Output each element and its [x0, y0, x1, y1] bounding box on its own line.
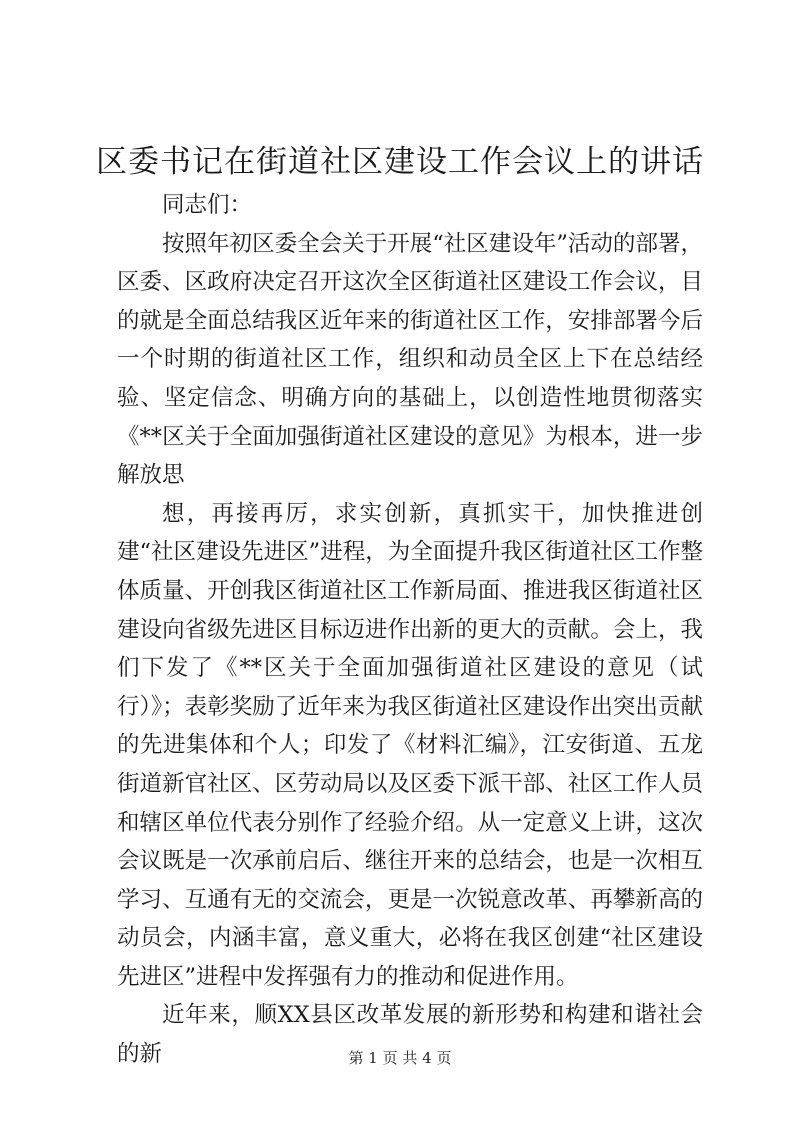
salutation-paragraph: 同志们： [162, 192, 253, 218]
body-paragraph-1: 按照年初区委全会关于开展“社区建设年”活动的部署，区委、区政府决定召开这次全区街道社区建设工作会议，目的就是全面总结我区近年来的街道社区工作，安排部署今后一个时期的街道社区工作，组织和动员全区上下在总结经验、坚定信念、明确方向的基础上，以创造性地贯彻落实《**区关于全面加强街道社区建设的意见》为根本，进一步解放思 [117, 230, 703, 489]
body-paragraph-3: 近年来，顺XX县区改革发展的新形势和构建和谐社会的新 [117, 1002, 703, 1068]
document-title: 区委书记在街道社区建设工作会议上的讲话 [96, 144, 704, 180]
page-footer: 第 1 页 共 4 页 [348, 1049, 452, 1067]
body-paragraph-2: 想，再接再厉，求实创新，真抓实干，加快推进创建“社区建设先进区”进程，为全面提升我区街道社区工作整体质量、开创我区街道社区工作新局面、推进我区街道社区建设向省级先进区目标迈进作出新的更大的贡献。会上，我们下发了《**区关于全面加强街道社区建设的意见（试行）》；表彰奖励了近年来为我区街道社区建设作出突出贡献的先进集体和个人；印发了《材料汇编》，江安街道、五龙街道新官社区、区劳动局以及区委下派干部、社区工作人员和辖区单位代表分别作了经验介绍。从一定意义上讲，这次会议既是一次承前启后、继往开来的总结会，也是一次相互学习、互通有无的交流会，更是一次锐意改革、再攀新高的动员会，内涵丰富，意义重大，必将在我区创建“社区建设先进区”进程中发挥强有力的推动和促进作用。 [117, 500, 703, 990]
document-body [117, 186, 703, 1074]
